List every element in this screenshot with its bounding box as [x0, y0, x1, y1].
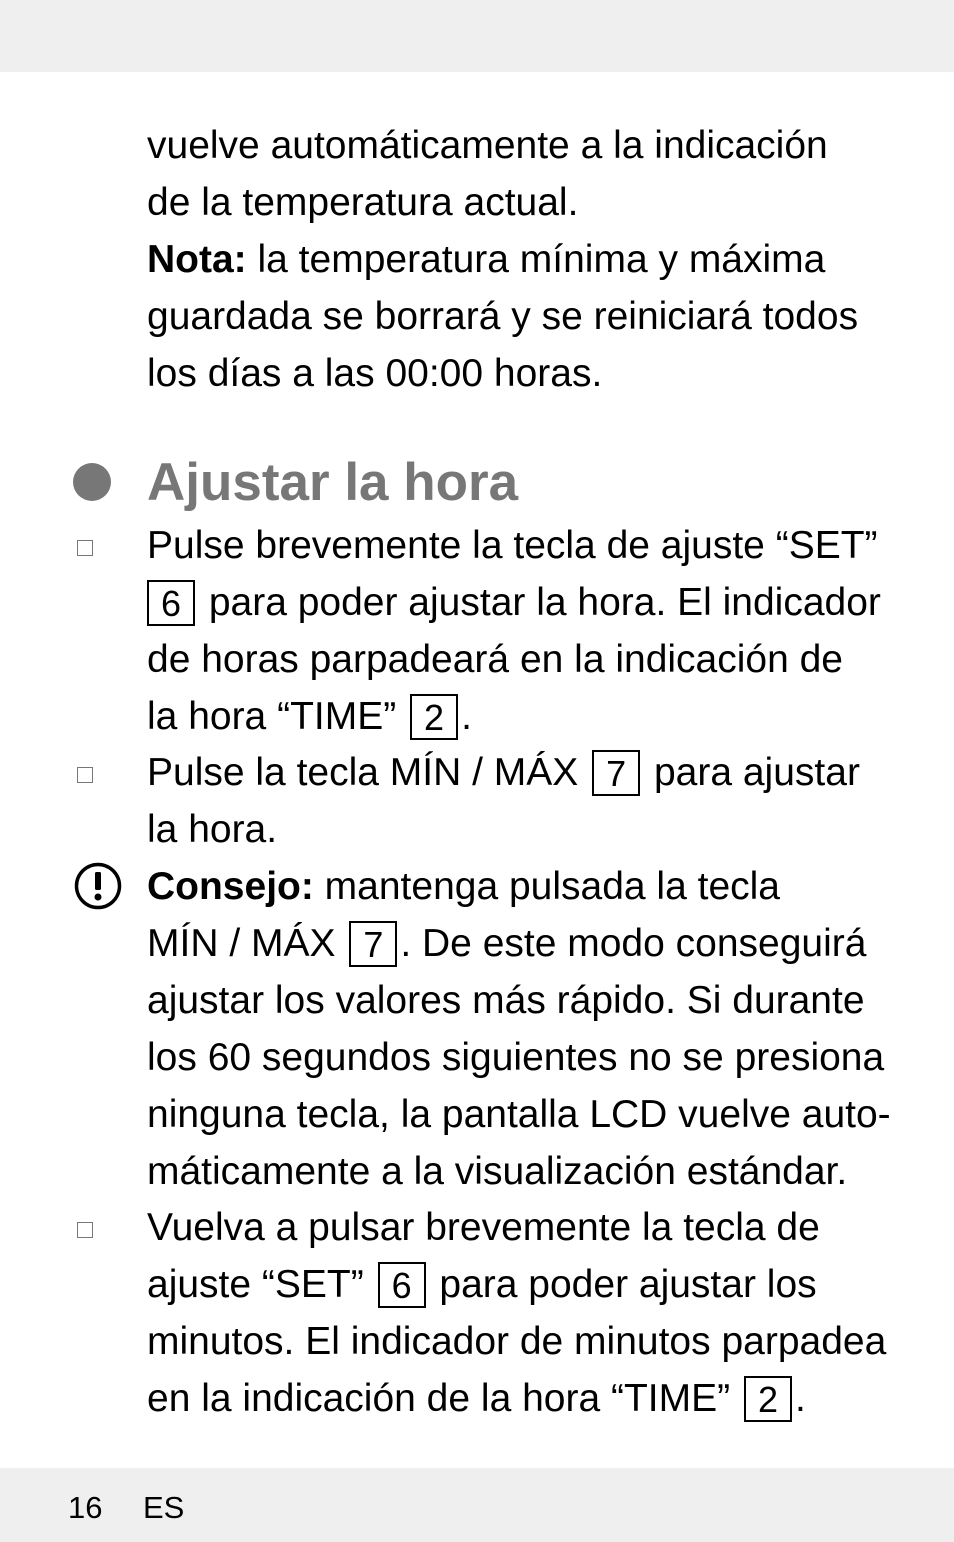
text-line: los días a las 00:00 horas.: [147, 352, 603, 395]
text-line: vuelve automáticamente a la indicación: [147, 124, 828, 167]
exclamation-icon: [74, 862, 122, 910]
header-band: [0, 0, 954, 72]
text-line: los 60 segundos siguientes no se presiona: [147, 1036, 885, 1079]
text-line: [147, 915, 887, 972]
tip-label: Consejo:: [147, 865, 314, 908]
language-code: ES: [143, 1490, 185, 1525]
text-line: [147, 858, 887, 915]
note-text: la temperatura mínima y máxima: [246, 238, 826, 281]
text-span: .: [794, 1377, 806, 1420]
text-line: [147, 574, 887, 631]
text-span: ajuste “SET”: [147, 1263, 375, 1306]
text-span: mantenga pulsada la tecla: [313, 865, 780, 908]
text-line: la hora.: [147, 808, 278, 851]
text-line: minutos. El indicador de minutos parpadea: [147, 1320, 887, 1363]
step-2: [147, 744, 887, 858]
part-ref-set-key: 6: [147, 580, 195, 626]
note-label: Nota:: [147, 238, 247, 281]
text-line: guardada se borrará y se reiniciará todos: [147, 295, 859, 338]
section-title: Ajustar la hora: [147, 453, 519, 512]
text-line: Vuelva a pulsar brevemente la tecla de: [147, 1206, 820, 1249]
text-span: Pulse la tecla MÍN / MÁX: [147, 751, 590, 794]
text-line: de horas parpadeará en la indicación de: [147, 638, 844, 681]
step-checkbox-icon: [77, 540, 93, 556]
step-3: [147, 1199, 887, 1427]
text-line: [147, 688, 887, 745]
text-line: ninguna tecla, la pantalla LCD vuelve auto-: [147, 1093, 891, 1136]
step-checkbox-icon: [77, 1222, 93, 1238]
text-line: ajustar los valores más rápido. Si durante: [147, 979, 865, 1022]
section-bullet-icon: [73, 463, 111, 501]
text-span: para poder ajustar la hora. El indicador: [198, 581, 881, 624]
text-line: máticamente a la visualización estándar.: [147, 1150, 848, 1193]
text-span: la hora “TIME”: [147, 695, 408, 738]
text-span: para poder ajustar los: [428, 1263, 817, 1306]
note-line: [147, 231, 887, 288]
text-span: en la indicación de la hora “TIME”: [147, 1377, 741, 1420]
tip-paragraph: [147, 858, 891, 1200]
part-ref-time-display: 2: [744, 1376, 792, 1422]
intro-paragraph: [147, 117, 887, 402]
step-1: [147, 517, 887, 745]
text-line: [147, 1370, 887, 1427]
part-ref-minmax-key: 7: [349, 921, 397, 967]
text-line: Pulse brevemente la tecla de ajuste “SET”: [147, 524, 878, 567]
part-ref-minmax-key: 7: [592, 750, 640, 796]
text-line: de la temperatura actual.: [147, 181, 579, 224]
step-checkbox-icon: [77, 767, 93, 783]
text-span: .: [461, 695, 472, 738]
part-ref-time-display: 2: [410, 694, 458, 740]
text-line: [147, 744, 887, 801]
part-ref-set-key: 6: [378, 1262, 426, 1308]
page-number: 16: [68, 1490, 103, 1525]
text-span: para ajustar: [643, 751, 860, 794]
text-span: . De este modo conseguirá: [400, 922, 867, 965]
text-line: [147, 1256, 887, 1313]
text-span: MÍN / MÁX: [147, 922, 347, 965]
